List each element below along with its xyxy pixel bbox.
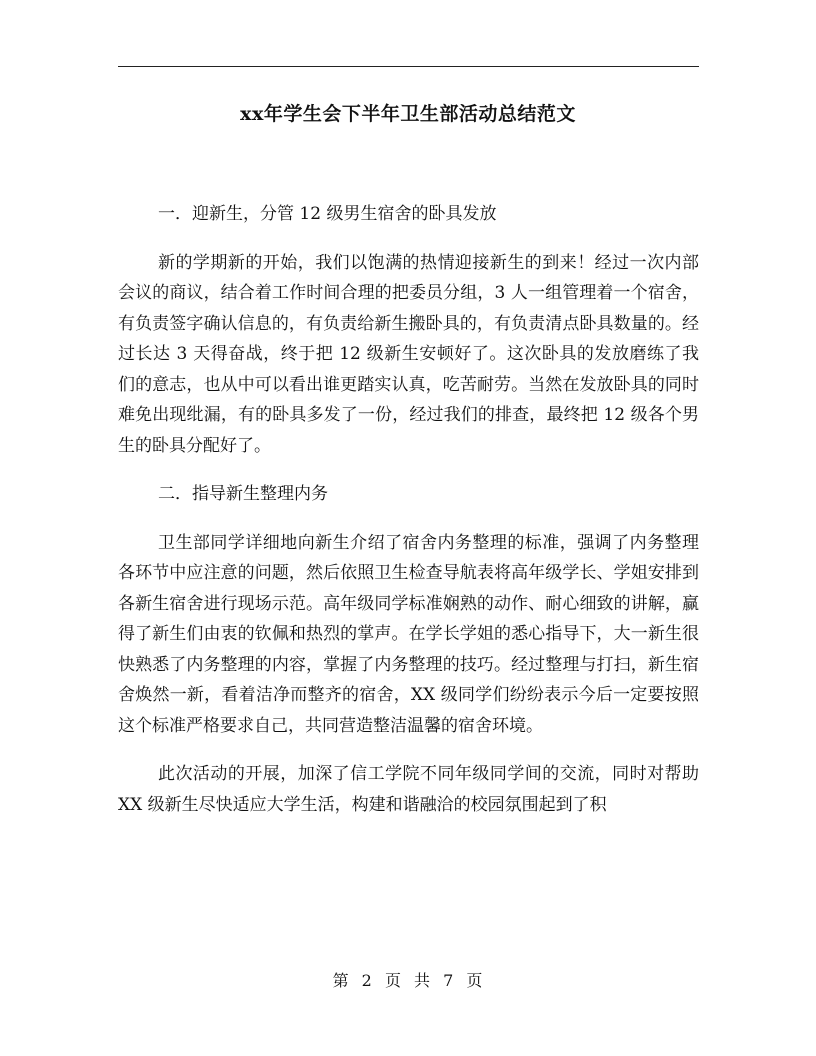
document-body [118,199,699,820]
section-2-paragraph-2: 此次活动的开展，加深了信工学院不同年级同学间的交流，同时对帮助 XX 级新生尽快适应大学生活，构建和谐融洽的校园氛围起到了积 [118,764,699,815]
section-heading-1: 一．迎新生，分管 12 级男生宿舍的卧具发放 [158,204,497,224]
header-rule [118,66,699,67]
section-1-paragraph-1: 新的学期新的开始，我们以饱满的热情迎接新生的到来！经过一次内部会议的商议，结合着工作时间合理的把委员分组，3 人一组管理着一个宿舍，有负责签字确认信息的，有负责给新生搬卧具的，有负责清点卧具数量的。经过长达 3 天得奋战，终于把 12 级新生安顿好了。这次卧具的发放磨练了我们的意志，也从中可以看出谁更踏实认真，吃苦耐劳。当然在发放卧具的同时难免出现纰漏，有的卧具多发了一份，经过我们的排查，最终把 12 级各个男生的卧具分配好了。 [118,252,699,456]
section-heading-2: 二．指导新生整理内务 [158,484,328,504]
document-title: xx年学生会下半年卫生部活动总结范文 [240,103,576,125]
section-2-paragraph-1: 卫生部同学详细地向新生介绍了宿舍内务整理的标准，强调了内务整理各环节中应注意的问题，然后依照卫生检查导航表将高年级学长、学姐安排到各新生宿舍进行现场示范。高年级同学标准娴熟的动作、耐心细致的讲解，赢得了新生们由衷的钦佩和热烈的掌声。在学长学姐的悉心指导下，大一新生很快熟悉了内务整理的内容，掌握了内务整理的技巧。经过整理与打扫，新生宿舍焕然一新，看着洁净而整齐的宿舍，XX 级同学们纷纷表示今后一定要按照这个标准严格要求自己，共同营造整洁温馨的宿舍环境。 [118,532,699,736]
page-indicator: 第 2 页 共 7 页 [332,971,484,990]
